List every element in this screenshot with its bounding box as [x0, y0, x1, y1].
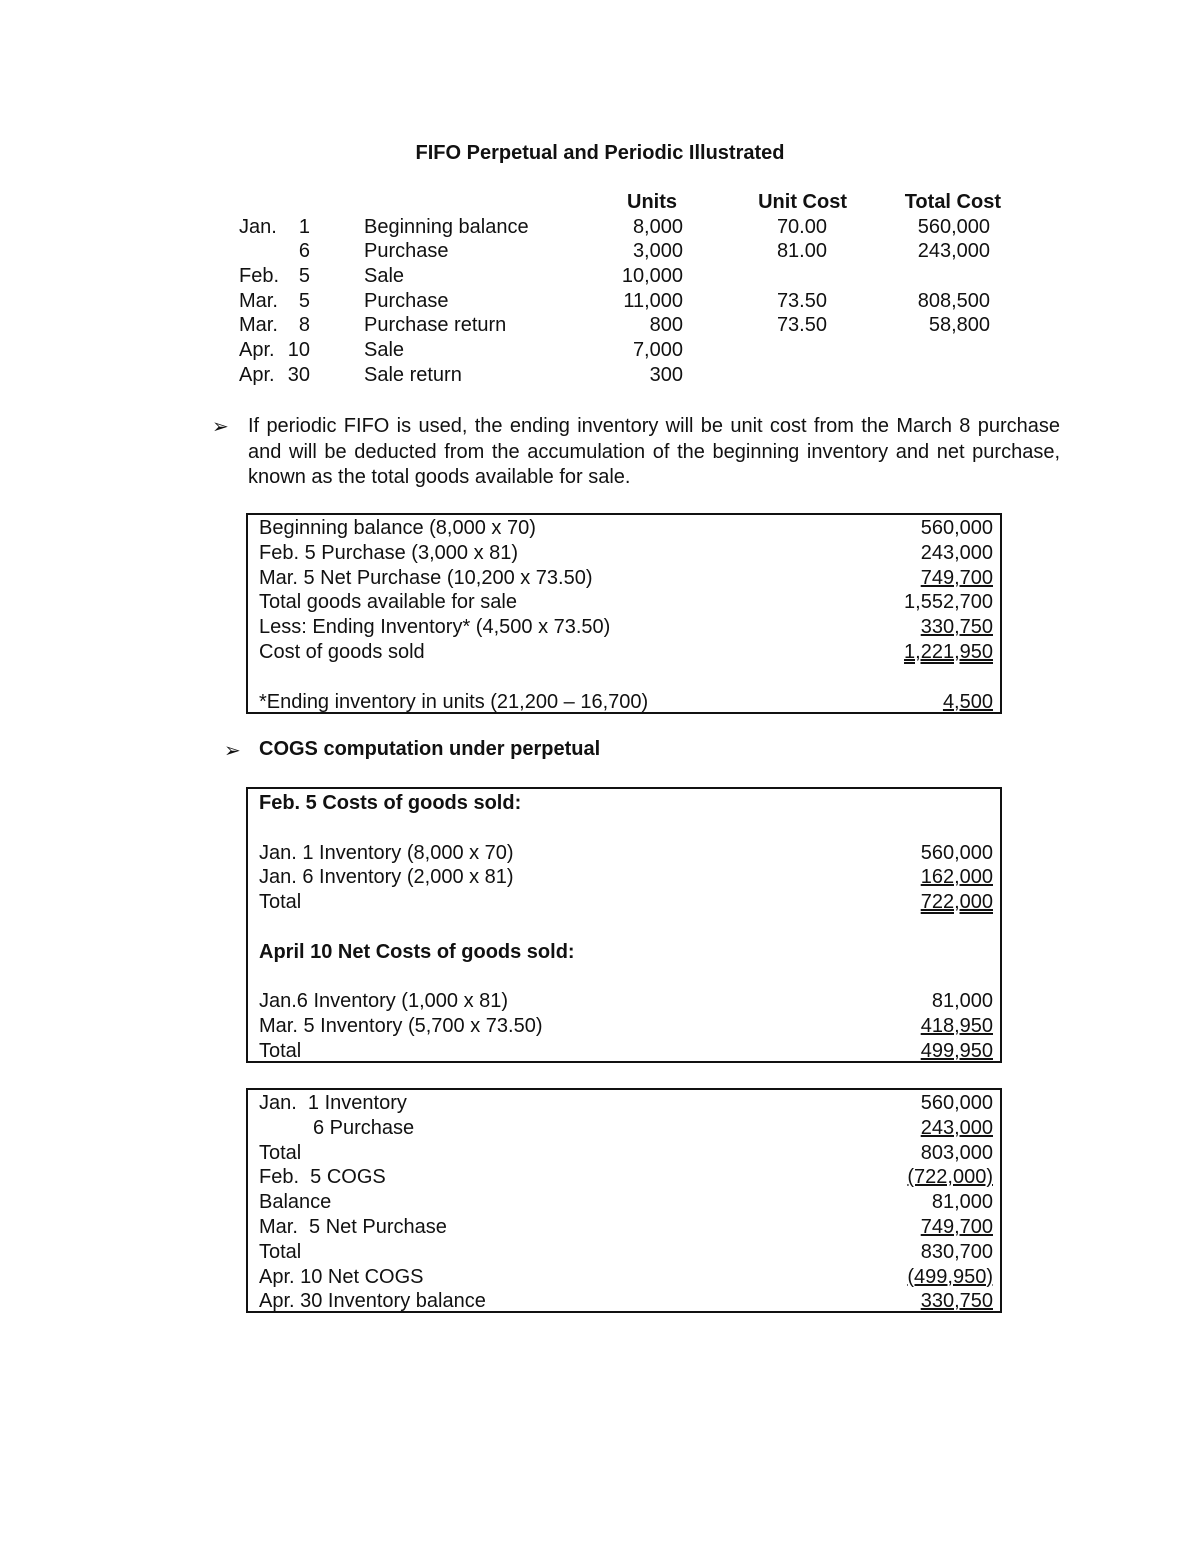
row-label: Jan. 1 Inventory	[259, 1092, 407, 1114]
row-label: Balance	[259, 1191, 332, 1214]
section-heading: Feb. 5 Costs of goods sold:	[259, 792, 522, 814]
note-label: *Ending inventory in units (21,200 – 16,700)	[259, 690, 649, 713]
transactions-table	[0, 190, 1200, 388]
row-label: Mar. 5 Net Purchase (10,200 x 73.50)	[259, 566, 593, 589]
txn-desc: Sale	[364, 339, 405, 362]
periodic-paragraph: If periodic FIFO is used, the ending inventory will be unit cost from the March 8 purchase and will be deducted from the accumulation of the beginning inventory and net purchase, known as the total goods available for sale.	[248, 415, 1060, 488]
txn-total-cost: 560,000	[917, 215, 990, 238]
perpetual-row	[248, 890, 1000, 915]
row-amount: 243,000	[920, 541, 993, 564]
inventory-row	[248, 1091, 1000, 1116]
inventory-row	[248, 1289, 1000, 1314]
row-label: Total	[259, 891, 302, 914]
inventory-row	[248, 1215, 1000, 1240]
txn-total-cost: 58,800	[928, 314, 990, 337]
row-label: Mar. 5 Inventory (5,700 x 73.50)	[259, 1015, 543, 1038]
periodic-note-row	[248, 690, 1000, 715]
row-amount: 560,000	[920, 841, 993, 864]
row-amount: (499,950)	[907, 1265, 993, 1288]
perpetual-row	[248, 989, 1000, 1014]
txn-total-cost: 808,500	[917, 289, 990, 312]
row-label: Total	[259, 1240, 302, 1263]
row-label: Less: Ending Inventory* (4,500 x 73.50)	[259, 616, 611, 639]
periodic-cogs-box	[246, 513, 1002, 714]
inventory-row	[248, 1141, 1000, 1166]
row-amount: 749,700	[920, 566, 993, 589]
periodic-row	[248, 640, 1000, 665]
note-amount: 4,500	[942, 690, 993, 713]
row-label: Beginning balance (8,000 x 70)	[259, 517, 536, 539]
txn-desc: Sale	[364, 265, 405, 288]
perpetual-row	[248, 1039, 1000, 1064]
row-amount: 81,000	[931, 990, 993, 1013]
feb-cogs-heading	[248, 791, 1000, 816]
row-label: Jan. 1 Inventory (8,000 x 70)	[259, 841, 514, 864]
row-label: Total	[259, 1039, 302, 1062]
row-label: Feb. 5 COGS	[259, 1166, 386, 1189]
row-amount: 749,700	[920, 1215, 993, 1238]
txn-desc: Purchase return	[364, 314, 507, 337]
row-amount: 830,700	[920, 1240, 993, 1263]
arrow-bullet-icon: ➢	[212, 416, 229, 438]
row-label: Total	[259, 1141, 302, 1164]
perpetual-row	[248, 865, 1000, 890]
section-heading: April 10 Net Costs of goods sold:	[259, 940, 575, 963]
periodic-row	[248, 566, 1000, 591]
apr-cogs-heading	[248, 940, 1000, 965]
txn-day: 8	[298, 314, 310, 337]
periodic-row	[248, 516, 1000, 541]
row-amount: 1,552,700	[904, 591, 993, 614]
transaction-row	[0, 215, 1200, 240]
txn-month: Feb.	[239, 265, 280, 288]
txn-month: Apr.	[239, 339, 275, 362]
txn-total-cost: 243,000	[917, 240, 990, 263]
txn-desc: Purchase	[364, 289, 449, 312]
txn-unit-cost: 81.00	[776, 240, 827, 263]
txn-desc: Beginning balance	[364, 215, 529, 238]
periodic-row	[248, 590, 1000, 615]
txn-desc: Purchase	[364, 240, 449, 263]
txn-day: 30	[287, 363, 310, 386]
txn-month: Mar.	[239, 314, 278, 337]
row-amount: 560,000	[920, 517, 993, 539]
perpetual-heading: COGS computation under perpetual	[259, 738, 601, 760]
txn-month: Jan.	[239, 215, 277, 238]
transaction-row	[0, 363, 1200, 388]
row-label: Mar. 5 Net Purchase	[259, 1215, 447, 1238]
inventory-row	[248, 1116, 1000, 1141]
txn-unit-cost: 73.50	[776, 314, 827, 337]
header-units: Units	[627, 191, 677, 213]
periodic-row	[248, 615, 1000, 640]
txn-units: 11,000	[623, 289, 683, 312]
row-amount: 803,000	[920, 1141, 993, 1164]
txn-units: 7,000	[632, 339, 683, 362]
row-amount: 330,750	[920, 1290, 993, 1313]
row-amount: 560,000	[920, 1092, 993, 1114]
row-amount: (722,000)	[907, 1166, 993, 1189]
header-total-cost: Total Cost	[904, 191, 1001, 213]
txn-unit-cost: 70.00	[776, 215, 827, 238]
transaction-row	[0, 338, 1200, 363]
row-label: Jan. 6 Inventory (2,000 x 81)	[259, 866, 514, 889]
transactions-header	[0, 190, 1200, 215]
inventory-row	[248, 1165, 1000, 1190]
txn-units: 10,000	[621, 265, 683, 288]
txn-desc: Sale return	[364, 363, 462, 386]
row-label: Apr. 10 Net COGS	[259, 1265, 424, 1288]
row-amount: 722,000	[920, 891, 993, 914]
row-amount: 330,750	[920, 616, 993, 639]
row-amount: 499,950	[920, 1039, 993, 1062]
row-label: Jan.6 Inventory (1,000 x 81)	[259, 990, 509, 1013]
row-label: Cost of goods sold	[259, 640, 425, 663]
txn-units: 8,000	[632, 215, 683, 238]
txn-month: Mar.	[239, 289, 278, 312]
row-label: Apr. 30 Inventory balance	[259, 1290, 486, 1313]
txn-day: 10	[287, 339, 310, 362]
periodic-row	[248, 541, 1000, 566]
arrow-bullet-icon: ➢	[224, 740, 241, 762]
transaction-row	[0, 264, 1200, 289]
perpetual-cogs-box	[246, 787, 1002, 1063]
txn-day: 6	[298, 240, 310, 263]
header-unit-cost: Unit Cost	[758, 191, 847, 213]
row-amount: 243,000	[920, 1116, 993, 1139]
page-title: FIFO Perpetual and Periodic Illustrated	[415, 142, 785, 164]
transaction-row	[0, 239, 1200, 264]
txn-day: 1	[298, 215, 310, 238]
inventory-balance-box	[246, 1088, 1002, 1313]
row-label: Feb. 5 Purchase (3,000 x 81)	[259, 541, 519, 564]
row-label: 6 Purchase	[313, 1116, 415, 1139]
perpetual-row	[248, 1014, 1000, 1039]
txn-units: 300	[649, 363, 683, 386]
row-amount: 418,950	[920, 1015, 993, 1038]
row-amount: 81,000	[931, 1191, 993, 1214]
inventory-row	[248, 1240, 1000, 1265]
txn-month: Apr.	[239, 363, 275, 386]
transaction-row	[0, 289, 1200, 314]
txn-units: 800	[649, 314, 683, 337]
transaction-row	[0, 313, 1200, 338]
txn-day: 5	[298, 265, 310, 288]
perpetual-row	[248, 841, 1000, 866]
txn-unit-cost: 73.50	[776, 289, 827, 312]
inventory-row	[248, 1265, 1000, 1290]
row-amount: 1,221,950	[904, 640, 993, 663]
txn-units: 3,000	[632, 240, 683, 263]
inventory-row	[248, 1190, 1000, 1215]
txn-day: 5	[298, 289, 310, 312]
row-label: Total goods available for sale	[259, 591, 517, 614]
row-amount: 162,000	[920, 866, 993, 889]
